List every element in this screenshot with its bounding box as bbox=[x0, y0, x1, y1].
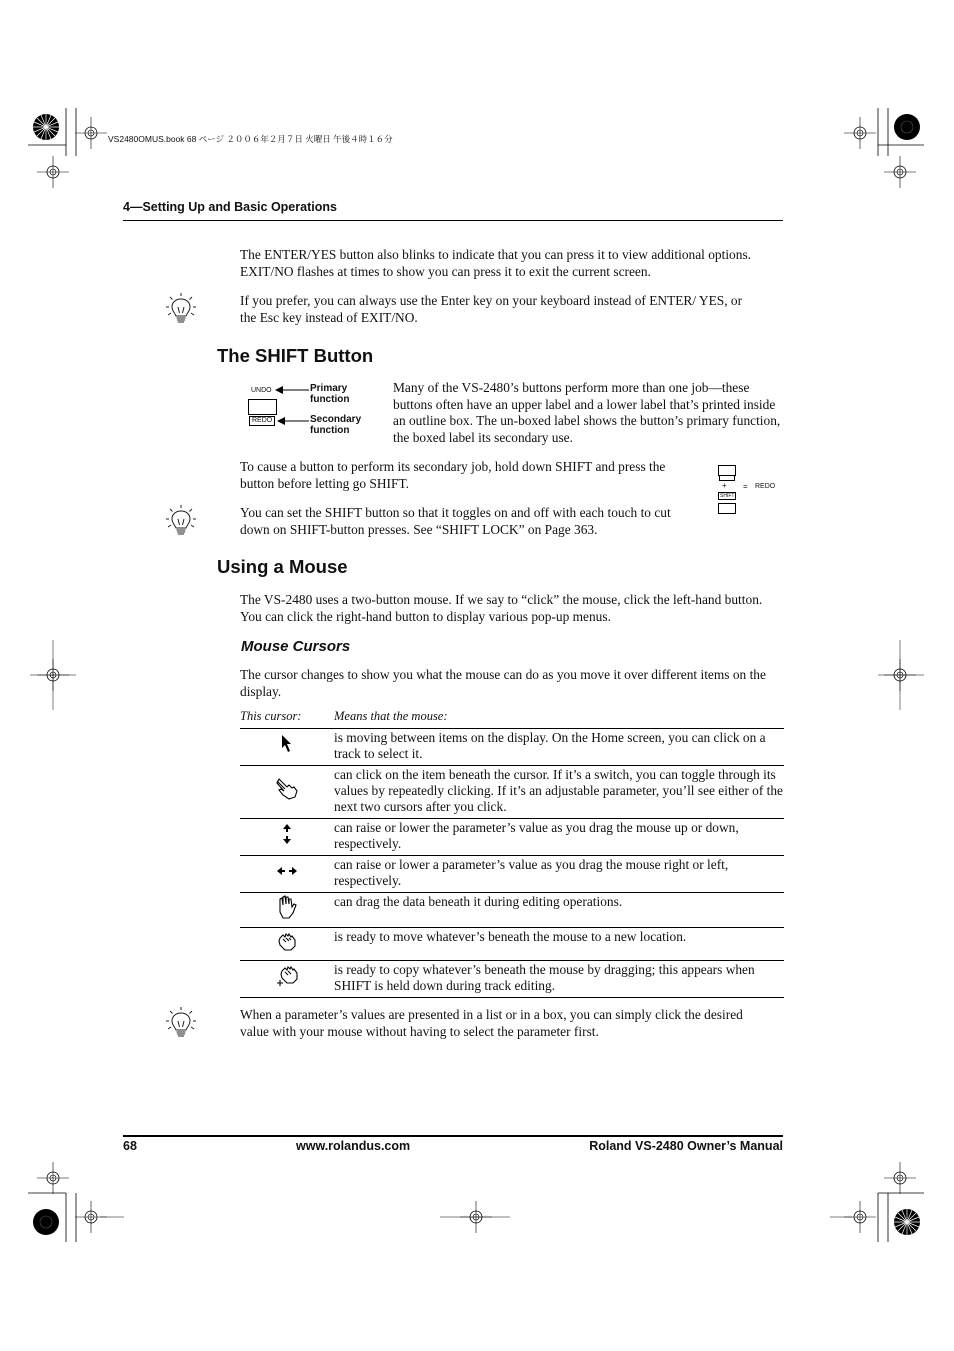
page-number: 68 bbox=[123, 1139, 137, 1153]
table-row bbox=[240, 893, 784, 928]
header-rule bbox=[123, 220, 783, 221]
running-head: 4—Setting Up and Basic Operations bbox=[123, 200, 337, 214]
print-header: VS2480OMUS.book 68 ページ ２００６年２月７日 火曜日 午後４時１６分 bbox=[108, 134, 393, 144]
table-header-meaning: Means that the mouse: bbox=[334, 709, 448, 723]
table-cell-text: can click on the item beneath the cursor. If it’s a switch, you can toggle through its values by repeatedly clicking. If it’s an adjustable parameter, you’ll see either of the next two cursors after you click. bbox=[334, 766, 784, 819]
redo-boxed-label: REDO bbox=[249, 416, 275, 426]
shift-combo-diagram bbox=[716, 463, 786, 518]
mouse-paragraph-2: The cursor changes to show you what the mouse can do as you move it over different items on the display. bbox=[240, 667, 766, 699]
subheading-mouse-cursors: Mouse Cursors bbox=[241, 638, 351, 655]
table-cell-text: can raise or lower a parameter’s value as you drag the mouse right or left, respectively. bbox=[334, 856, 784, 893]
lightbulb-tip-icon bbox=[166, 505, 196, 539]
table-row bbox=[240, 928, 784, 961]
table-header-cursor: This cursor: bbox=[240, 709, 302, 723]
secondary-function-label: Secondary function bbox=[310, 414, 362, 436]
tip-enter-key: If you prefer, you can always use the Enter key on your keyboard instead of ENTER/ YES, or the Esc key instead of EXIT/NO. bbox=[240, 293, 743, 325]
equals-sign: = bbox=[743, 482, 748, 491]
arrow-pointer-icon bbox=[240, 729, 334, 766]
lightbulb-tip-icon bbox=[166, 293, 196, 327]
primary-function-label: Primary function bbox=[310, 383, 350, 405]
table-cell-text: is ready to move whatever’s beneath the mouse to a new location. bbox=[334, 928, 784, 961]
intro-paragraph: The ENTER/YES button also blinks to indicate that you can press it to view additional options. EXIT/NO flashes at times to show you can press it to exit the current screen. bbox=[240, 247, 752, 279]
open-hand-icon bbox=[240, 893, 334, 928]
button-label-diagram bbox=[245, 381, 385, 441]
undo-label: UNDO bbox=[251, 387, 272, 394]
table-cell-text: is ready to copy whatever’s beneath the mouse by dragging; this appears when SHIFT is held down during track editing. bbox=[334, 961, 784, 998]
shift-button-illustration bbox=[718, 503, 736, 514]
mouse-paragraph-1: The VS-2480 uses a two-button mouse. If we say to “click” the mouse, click the left-hand button. You can click the right-hand button to display various pop-up menus. bbox=[240, 592, 763, 624]
section-heading-mouse: Using a Mouse bbox=[217, 556, 348, 577]
section-heading-shift: The SHIFT Button bbox=[217, 345, 374, 366]
shift-paragraph-2: To cause a button to perform its secondary job, hold down SHIFT and press the button before letting go SHIFT. bbox=[240, 459, 666, 491]
footer-manual-title: Roland VS-2480 Owner’s Manual bbox=[589, 1139, 783, 1153]
table-cell-text: can raise or lower the parameter’s value as you drag the mouse up or down, respectively. bbox=[334, 819, 784, 856]
copy-hand-icon bbox=[240, 961, 334, 998]
table-row bbox=[240, 729, 784, 766]
footer-rule bbox=[123, 1135, 783, 1137]
table-row bbox=[240, 856, 784, 893]
shift-paragraph-1: Many of the VS-2480’s buttons perform more than one job—these buttons often have an upper label and a lower label that’s printed inside an outline box. The un-boxed label shows the button’s primary function, the boxed label its secondary use. bbox=[393, 380, 781, 445]
grab-hand-icon bbox=[240, 928, 334, 961]
tip-shift-lock: You can set the SHIFT button so that it toggles on and off with each touch to cut down on SHIFT-button presses. See “SHIFT LOCK” on Page 363. bbox=[240, 505, 671, 537]
table-cell-text: can drag the data beneath it during editing operations. bbox=[334, 893, 784, 928]
redo-result-label: REDO bbox=[755, 483, 776, 490]
footer-url[interactable]: www.rolandus.com bbox=[296, 1139, 411, 1153]
label-arrows bbox=[273, 381, 313, 441]
pointing-hand-icon bbox=[240, 766, 334, 819]
table-cell-text: is moving between items on the display. On the Home screen, you can click on a track to select it. bbox=[334, 729, 784, 766]
shift-mini-label: SHIFT bbox=[720, 493, 735, 499]
tip-click-value: When a parameter’s values are presented in a list or in a box, you can simply click the desired value with your mouse without having to select the parameter first. bbox=[240, 1007, 743, 1039]
vertical-arrows-icon bbox=[240, 819, 334, 856]
table-row bbox=[240, 766, 784, 819]
table-row bbox=[240, 819, 784, 856]
horizontal-arrows-icon bbox=[240, 856, 334, 893]
lightbulb-tip-icon bbox=[166, 1007, 196, 1041]
plus-sign: + bbox=[722, 481, 727, 490]
table-row bbox=[240, 961, 784, 998]
cursor-table bbox=[240, 709, 784, 998]
